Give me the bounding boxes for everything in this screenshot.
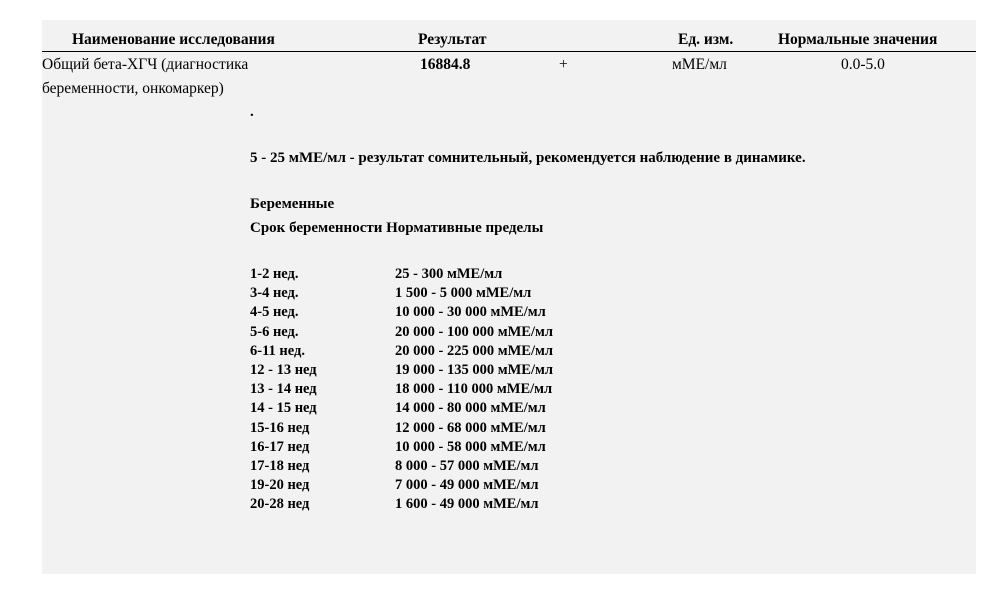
reference-range: 7 000 - 49 000 мМЕ/мл	[395, 477, 539, 494]
reference-week: 15-16 нед	[250, 419, 310, 436]
test-result-flag: +	[559, 56, 568, 73]
reference-range: 8 000 - 57 000 мМЕ/мл	[395, 457, 539, 474]
test-name-line2: беременности, онкомаркер)	[42, 80, 224, 97]
table-header	[42, 29, 976, 52]
reference-range: 14 000 - 80 000 мМЕ/мл	[395, 400, 546, 417]
reference-range: 12 000 - 68 000 мМЕ/мл	[395, 419, 546, 436]
test-normal-range: 0.0-5.0	[841, 56, 885, 73]
reference-week: 5-6 нед.	[250, 323, 299, 340]
header-unit: Ед. изм.	[678, 31, 734, 48]
reference-range: 10 000 - 58 000 мМЕ/мл	[395, 438, 546, 455]
test-unit: мМЕ/мл	[672, 56, 727, 73]
reference-week: 1-2 нед.	[250, 266, 299, 282]
reference-column-header: Срок беременности Нормативные пределы	[250, 220, 544, 236]
reference-week: 13 - 14 нед	[250, 381, 317, 398]
comment-note: 5 - 25 мМЕ/мл - результат сомнительный, рекомендуется наблюдение в динамике.	[250, 150, 806, 166]
test-result-value: 16884.8	[420, 56, 471, 73]
header-result: Результат	[418, 31, 487, 48]
comment-pregnant-heading: Беременные	[250, 196, 335, 212]
reference-range: 19 000 - 135 000 мМЕ/мл	[395, 361, 553, 378]
reference-range: 10 000 - 30 000 мМЕ/мл	[395, 304, 546, 321]
reference-range: 1 600 - 49 000 мМЕ/мл	[395, 496, 539, 513]
reference-week: 3-4 нед.	[250, 285, 299, 302]
reference-week: 6-11 нед.	[250, 342, 305, 359]
test-name-line1: Общий бета-ХГЧ (диагностика	[42, 56, 249, 73]
header-normal-values: Нормальные значения	[778, 31, 938, 48]
reference-week: 12 - 13 нед	[250, 361, 317, 378]
reference-week: 16-17 нед	[250, 438, 310, 455]
reference-week: 19-20 нед	[250, 477, 310, 494]
reference-range: 20 000 - 100 000 мМЕ/мл	[395, 323, 553, 340]
reference-range: 25 - 300 мМЕ/мл	[395, 266, 503, 282]
reference-week: 17-18 нед	[250, 457, 310, 474]
reference-week: 14 - 15 нед	[250, 400, 317, 417]
reference-range: 20 000 - 225 000 мМЕ/мл	[395, 342, 553, 359]
header-test-name: Наименование исследования	[72, 31, 275, 48]
reference-range: 18 000 - 110 000 мМЕ/мл	[395, 381, 553, 398]
comment-dot: .	[250, 104, 254, 120]
reference-week: 4-5 нед.	[250, 304, 299, 321]
reference-range: 1 500 - 5 000 мМЕ/мл	[395, 285, 532, 302]
reference-week: 20-28 нед	[250, 496, 310, 513]
lab-report	[42, 20, 976, 574]
